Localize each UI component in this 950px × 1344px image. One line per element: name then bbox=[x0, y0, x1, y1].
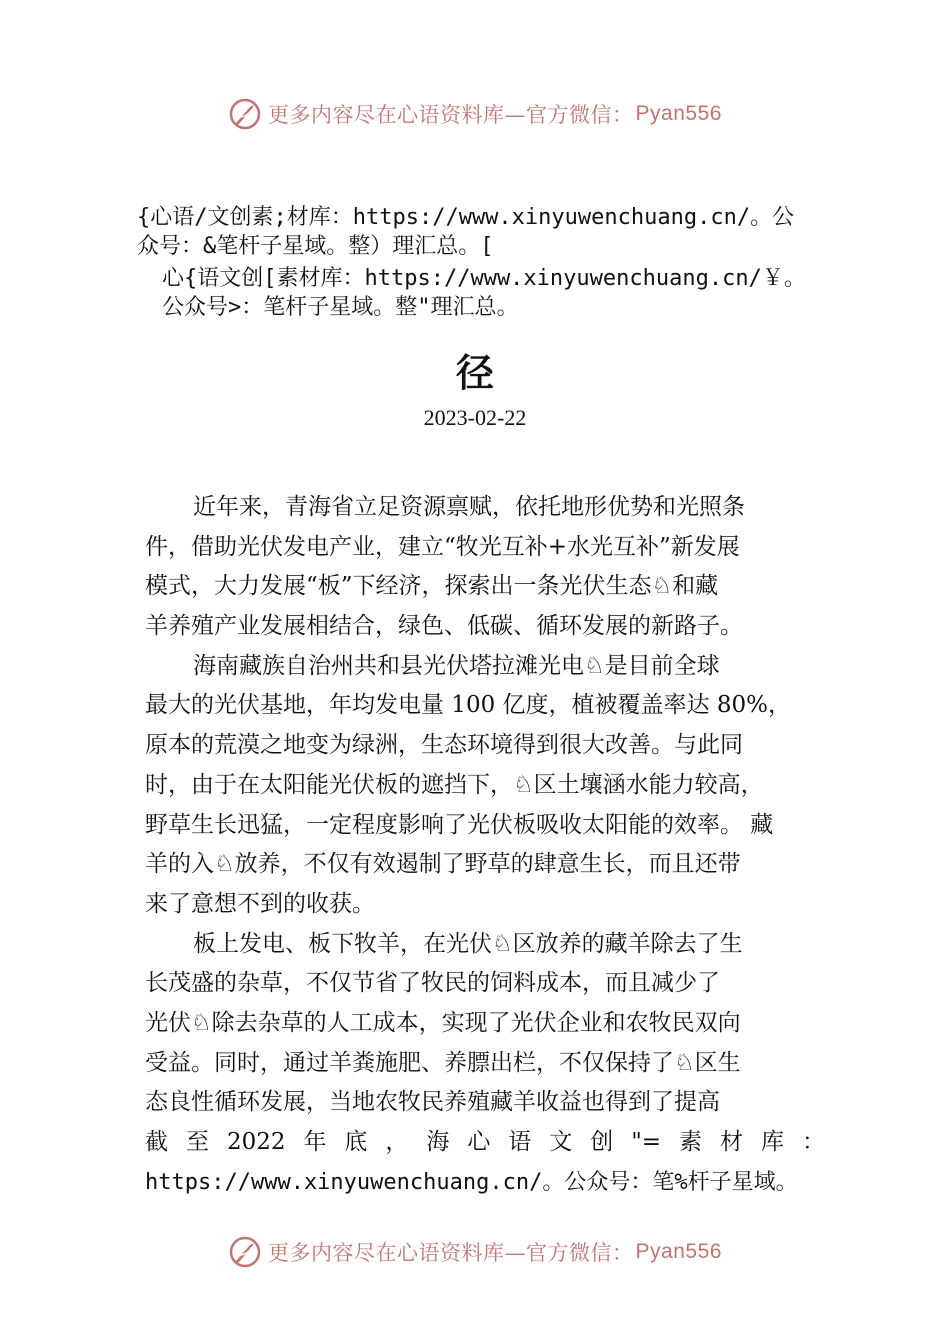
header-line-4: 公众号>：笔杆子星域。整"理汇总。 bbox=[162, 295, 519, 320]
paragraph-1-line: 模式，大力发展“板”下经济，探索出一条光伏生态♘和藏 bbox=[145, 573, 719, 600]
spread-token: 库 bbox=[760, 1129, 784, 1155]
spread-token: "= bbox=[631, 1129, 662, 1155]
spread-token: 海 bbox=[426, 1129, 450, 1155]
paragraph-2-line: 时，由于在太阳能光伏板的遮挡下，♘区土壤涵水能力较高， bbox=[145, 771, 764, 798]
spread-token: ： bbox=[801, 1129, 825, 1155]
paragraph-2-line: 来了意想不到的收获。 bbox=[145, 890, 375, 917]
spread-token: 文 bbox=[549, 1129, 573, 1155]
header-line-2: 众号：&笔杆子星域。整）理汇总。[ bbox=[137, 234, 494, 259]
quill-logo-icon bbox=[228, 1235, 262, 1269]
banner-brand-text: 更多内容尽在心语资料库—官方微信： bbox=[268, 103, 634, 127]
spread-token: 语 bbox=[508, 1129, 532, 1155]
article-date: 2023-02-22 bbox=[423, 405, 527, 430]
paragraph-2-line: 海南藏族自治州共和县光伏塔拉滩光电♘是目前全球 bbox=[193, 652, 720, 679]
paragraph-2-line: 最大的光伏基地，年均发电量 100 亿度，植被覆盖率达 80%， bbox=[145, 692, 791, 719]
spread-token: ， bbox=[385, 1129, 409, 1155]
spread-token: 材 bbox=[720, 1129, 743, 1155]
quill-logo-icon bbox=[228, 97, 262, 131]
paragraph-3-line: 受益。同时，通过羊粪施肥、养膘出栏，不仅保持了♘区生 bbox=[145, 1049, 741, 1076]
paragraph-3-line: 板上发电、板下牧羊，在光伏♘区放养的藏羊除去了生 bbox=[193, 930, 743, 957]
spread-token: 底 bbox=[344, 1129, 368, 1155]
spread-token: 创 bbox=[590, 1129, 614, 1155]
article-title: 径 bbox=[455, 350, 494, 395]
banner-wechat-handle: Pyan556 bbox=[635, 102, 722, 125]
paragraph-3-line: 光伏♘除去杂草的人工成本，实现了光伏企业和农牧民双向 bbox=[145, 1009, 741, 1036]
header-line-3: 心{语文创[素材库：https://www.xinyuwenchuang.cn/￥。 bbox=[162, 266, 806, 291]
paragraph-1-line: 近年来，青海省立足资源禀赋，依托地形优势和光照条 bbox=[193, 494, 745, 520]
spread-token: 心 bbox=[467, 1129, 491, 1155]
spread-token: 至 bbox=[185, 1129, 209, 1155]
paragraph-2-line: 原本的荒漠之地变为绿洲，生态环境得到很大改善。与此同 bbox=[145, 732, 743, 759]
paragraph-2-line: 羊的入♘放养，不仅有效遏制了野草的肆意生长，而且还带 bbox=[145, 851, 741, 878]
top-watermark-banner bbox=[0, 94, 950, 134]
paragraph-3-line: 态良性循环发展，当地农牧民养殖藏羊收益也得到了提高 bbox=[145, 1089, 720, 1116]
paragraph-1-line: 羊养殖产业发展相结合，绿色、低碳、循环发展的新路子。 bbox=[145, 613, 743, 640]
spread-token: 截 bbox=[145, 1129, 168, 1155]
source-url-line: https://www.xinyuwenchuang.cn/。公众号：笔%杆子星域。 bbox=[145, 1169, 798, 1195]
spread-token: 素 bbox=[679, 1129, 703, 1155]
article-body bbox=[145, 488, 825, 1202]
spread-token: 2022 bbox=[226, 1129, 286, 1155]
justified-spread-line bbox=[145, 1123, 825, 1163]
header-line-1: {心语/文创素;材库：https://www.xinyuwenchuang.cn/。公 bbox=[137, 205, 795, 230]
paragraph-3-line: 长茂盛的杂草，不仅节省了牧民的饲料成本，而且减少了 bbox=[145, 970, 720, 997]
banner-brand-text: 更多内容尽在心语资料库—官方微信： bbox=[268, 1241, 634, 1265]
bottom-watermark-banner bbox=[0, 1232, 950, 1272]
paragraph-1-line: 件，借助光伏发电产业，建立“牧光互补+水光互补”新发展 bbox=[145, 533, 740, 560]
spread-token: 年 bbox=[303, 1129, 327, 1155]
paragraph-2-line: 野草生长迅猛，一定程度影响了光伏板吸收太阳能的效率。 藏 bbox=[145, 811, 774, 838]
banner-wechat-handle: Pyan556 bbox=[635, 1240, 722, 1263]
